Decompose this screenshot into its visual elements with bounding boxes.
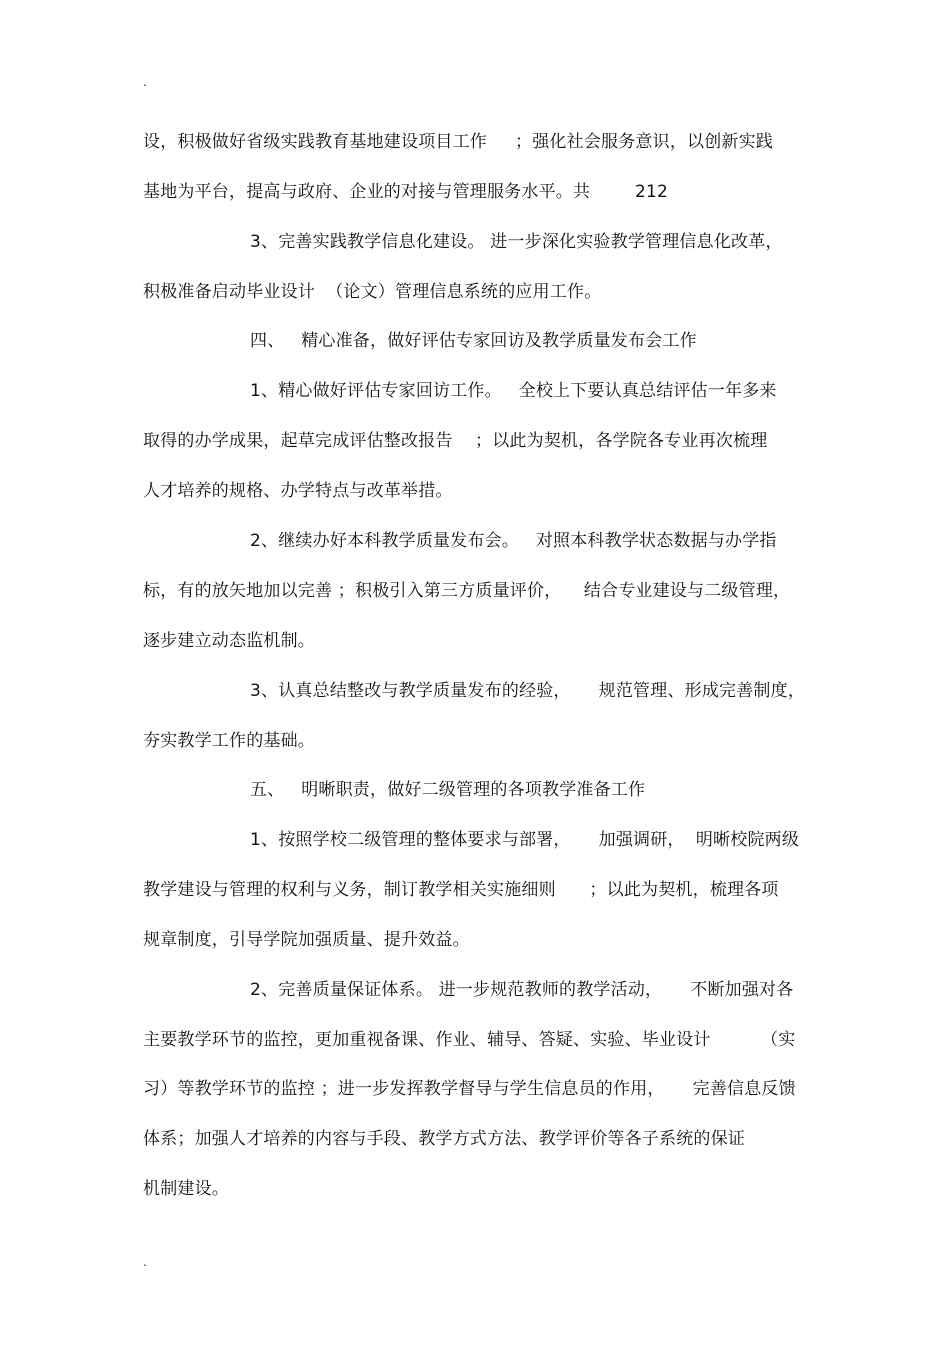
paragraph-line: 取得的办学成果，起草完成评估整改报告 ；以此为契机，各学院各专业再次梳理 [143,431,768,451]
paragraph-line: 1、精心做好评估专家回访工作。 全校上下要认真总结评估一年多来 [250,381,777,401]
paragraph-line: 体系；加强人才培养的内容与手段、教学方式方法、教学评价等各子系统的保证 [143,1129,745,1149]
paragraph-line: 规章制度，引导学院加强质量、提升效益。 [143,930,470,950]
section-heading: 四、 精心准备，做好评估专家回访及教学质量发布会工作 [250,331,697,351]
paragraph-line: 3、完善实践教学信息化建设。 进一步深化实验教学管理信息化改革， [250,232,783,252]
paragraph-line: 1、按照学校二级管理的整体要求与部署， 加强调研， 明晰校院两级 [250,830,800,850]
page-top-mark: . [143,75,147,89]
paragraph-line: 机制建设。 [143,1179,229,1199]
paragraph-line: 夯实教学工作的基础。 [143,731,315,751]
paragraph-line: 逐步建立动态监机制。 [143,631,315,651]
paragraph-line: 教学建设与管理的权利与义务，制订教学相关实施细则 ；以此为契机，梳理各项 [143,880,779,900]
paragraph-line: 主要教学环节的监控，更加重视备课、作业、辅导、答疑、实验、毕业设计 （实 [143,1030,796,1050]
paragraph-line: 3、认真总结整改与教学质量发布的经验， 规范管理、形成完善制度， [250,681,806,701]
paragraph-line: 习）等教学环节的监控 ；进一步发挥教学督导与学生信息员的作用， 完善信息反馈 [143,1079,796,1099]
paragraph-line: 积极准备启动毕业设计 （论文）管理信息系统的应用工作。 [143,282,602,302]
paragraph-line: 基地为平台，提高与政府、企业的对接与管理服务水平。共 212 [143,182,669,202]
page-bottom-mark: . [143,1255,147,1269]
paragraph-line: 标，有的放矢地加以完善 ；积极引入第三方质量评价， 结合专业建设与二级管理， [143,581,791,601]
paragraph-line: 设，积极做好省级实践教育基地建设项目工作 ；强化社会服务意识，以创新实践 [143,132,774,152]
paragraph-line: 人才培养的规格、办学特点与改革举措。 [143,481,453,501]
section-heading: 五、 明晰职责，做好二级管理的各项教学准备工作 [250,780,646,800]
paragraph-line: 2、完善质量保证体系。 进一步规范教师的教学活动， 不断加强对各 [250,980,794,1000]
paragraph-line: 2、继续办好本科教学质量发布会。 对照本科教学状态数据与办学指 [250,531,777,551]
